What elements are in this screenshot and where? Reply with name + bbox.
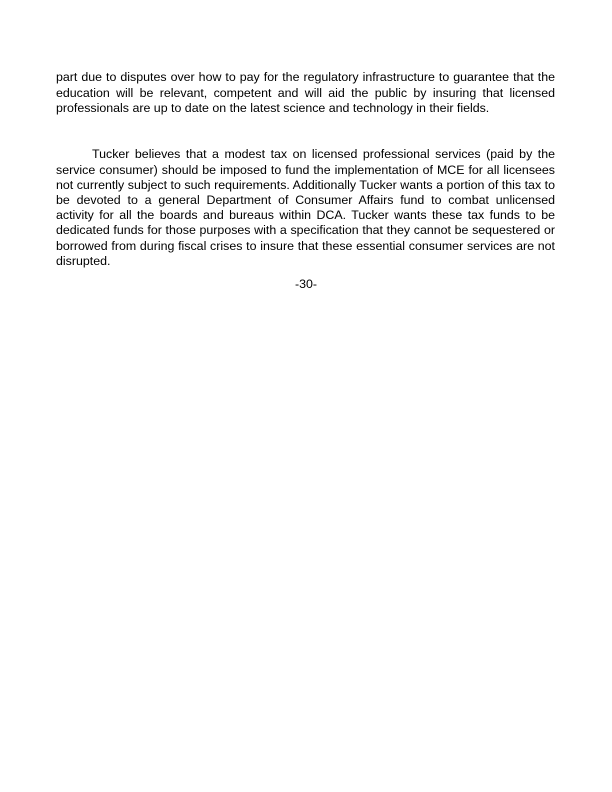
page-number: -30-	[294, 277, 318, 291]
body-paragraph-continuation: part due to disputes over how to pay for the regulatory infrastructure to guarantee that the education will be relevant, competent and will aid the public by insuring that licensed professionals are up to date on the latest science and technology in their fields.	[56, 70, 555, 115]
body-paragraph-tucker-tax-proposal: Tucker believes that a modest tax on licensed professional services (paid by the service consumer) should be imposed to fund the implementation of MCE for all licensees not currently subject to such requirements. Additionally Tucker wants a portion of this tax to be devoted to a general Department of Consumer Affairs fund to combat unlicensed activity for all the boards and bureaus within DCA. Tucker wants these tax funds to be dedicated funds for those purposes with a specification that they cannot be sequestered or borrowed from during fiscal crises to insure that these essential consumer services are not disrupted.	[56, 147, 555, 268]
